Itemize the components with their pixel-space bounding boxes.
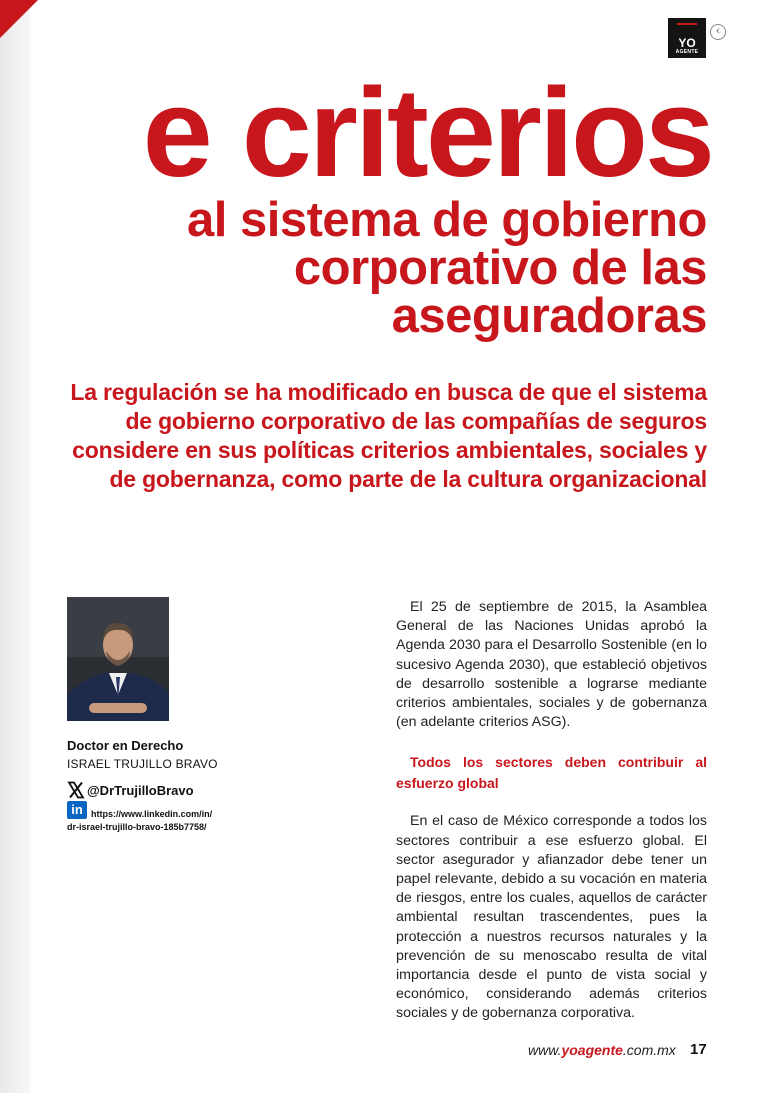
page-number: 17	[690, 1041, 707, 1058]
chevron-left-icon[interactable]: ‹	[710, 24, 726, 40]
author-portrait-image	[67, 597, 169, 721]
author-photo	[67, 597, 169, 721]
article-deck: La regulación se ha modificado en busca de que el sistema de gobierno corporativo de las compañías de seguros considere en sus políticas criterios ambientales, sociales y de gobernanza, como parte de la cultura organizacional	[70, 379, 707, 492]
linkedin-icon[interactable]: in	[67, 801, 87, 819]
logo-text: YO	[678, 36, 696, 50]
article-title-fragment: e criterios	[142, 62, 712, 203]
footer-website[interactable]	[528, 1042, 676, 1058]
author-name: ISRAEL TRUJILLO BRAVO	[67, 757, 218, 771]
x-handle: @DrTrujilloBravo	[87, 783, 194, 798]
article-paragraph: El 25 de septiembre de 2015, la Asamblea General de las Naciones Unidas aprobó la Agenda 2030 para el Desarrollo Sostenible (en lo sucesivo Agenda 2030), que estableció objetivos de desarrollo sostenible a lograrse mediante criterios ambientales, sociales y de gobernanza (en adelante criterios ASG).	[396, 599, 707, 731]
article-paragraph: En el caso de México corresponde a todos los sectores contribuir a ese esfuerzo global. El sector asegurador y afianzador debe tener un papel relevante, debido a su vocación en materia de riesgos, entre los cuales, aquellos de carácter ambiental resultan trascendentes, pues la protección a nuestros recursos naturales y la prevención de su menoscabo resulta de vital importancia desde el punto de vista social y económico, considerando además criterios sociales y de gobernanza corporativa.	[396, 813, 707, 1022]
linkedin-url-line-2[interactable]: dr-israel-trujillo-bravo-185b7758/	[67, 822, 207, 832]
logo-accent-bar	[677, 23, 697, 31]
x-logo-icon	[67, 781, 85, 799]
section-heading: Todos los sectores deben contribuir al esfuerzo global	[396, 754, 707, 792]
magazine-logo	[668, 18, 706, 58]
footer-url-suffix: .com.mx	[622, 1042, 676, 1058]
article-body	[396, 598, 707, 1024]
logo-subtext: AGENTE	[675, 49, 699, 55]
footer-url-brand: yoagente	[561, 1042, 623, 1058]
footer-url-prefix: www.	[528, 1042, 562, 1058]
linkedin-url-line-1[interactable]: https://www.linkedin.com/in/	[91, 809, 213, 819]
article-subtitle: al sistema de gobierno corporativo de las aseguradoras	[187, 193, 707, 343]
corner-accent	[0, 0, 38, 38]
author-title: Doctor en Derecho	[67, 738, 184, 753]
